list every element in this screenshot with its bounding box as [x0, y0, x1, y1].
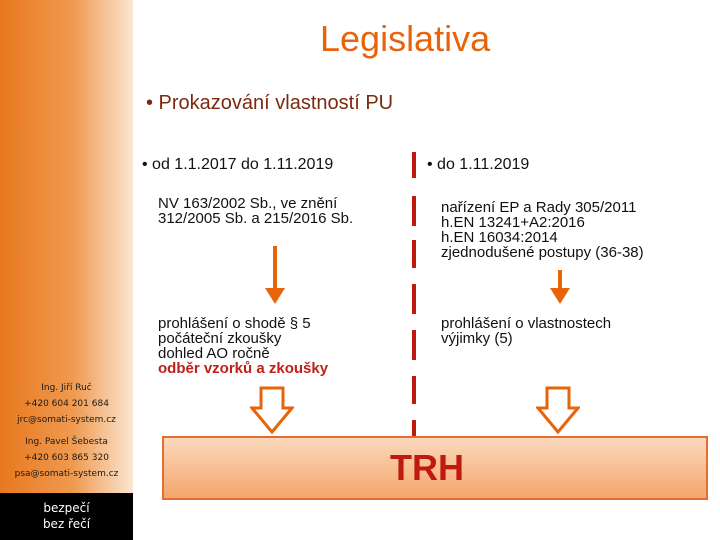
contact-jiri-ruc [0, 380, 133, 428]
divider-dash [412, 196, 416, 226]
market-label: TRH [390, 447, 464, 488]
law-line: zjednodušené postupy (36-38) [441, 244, 644, 261]
right-proof-block [441, 316, 611, 346]
proof-line: prohlášení o vlastnostech [441, 315, 612, 332]
contact-phone: +420 603 865 320 [24, 453, 109, 463]
tagline-box [0, 493, 133, 540]
divider-dash [412, 376, 416, 404]
proof-line: dohled AO ročně [158, 345, 270, 362]
contact-pavel-sebesta [0, 434, 133, 482]
right-block-arrow-icon [536, 386, 580, 436]
law-line: h.EN 13241+A2:2016 [441, 214, 585, 231]
divider-dash [412, 420, 416, 436]
main-bullet: • Prokazování vlastností PU [146, 92, 394, 114]
divider-dash [412, 240, 416, 268]
law-line: 312/2005 Sb. a 215/2016 Sb. [158, 210, 354, 227]
tagline-line-2: bez řečí [42, 517, 91, 531]
divider-dash [412, 330, 416, 360]
right-law-block [441, 200, 644, 260]
slide-title: Legislativa [320, 18, 491, 59]
contact-name: Ing. Pavel Šebesta [25, 437, 108, 447]
law-line: nařízení EP a Rady 305/2011 [441, 199, 637, 216]
left-block-arrow-icon [250, 386, 294, 436]
law-line: h.EN 16034:2014 [441, 229, 558, 246]
proof-line: výjimky (5) [441, 330, 513, 347]
proof-emphasis: odběr vzorků a zkoušky [158, 360, 329, 377]
left-heading: • od 1.1.2017 do 1.11.2019 [142, 156, 334, 173]
contact-email: psa@somati-system.cz [14, 469, 119, 479]
law-line: NV 163/2002 Sb., ve znění [158, 195, 338, 212]
left-proof-block [158, 316, 328, 376]
proof-line: prohlášení o shodě § 5 [158, 315, 311, 332]
contact-email: jrc@somati-system.cz [17, 415, 116, 425]
proof-line: počáteční zkoušky [158, 330, 282, 347]
left-down-arrow-icon [263, 246, 287, 306]
divider-dash [412, 152, 416, 178]
right-heading: • do 1.11.2019 [427, 156, 530, 173]
tagline-line-1: bezpečí [43, 501, 90, 515]
contact-phone: +420 604 201 684 [24, 399, 109, 409]
right-down-arrow-icon [548, 270, 572, 306]
left-law-block [158, 196, 353, 226]
contact-name: Ing. Jiří Ruč [41, 383, 92, 393]
divider-dash [412, 284, 416, 314]
